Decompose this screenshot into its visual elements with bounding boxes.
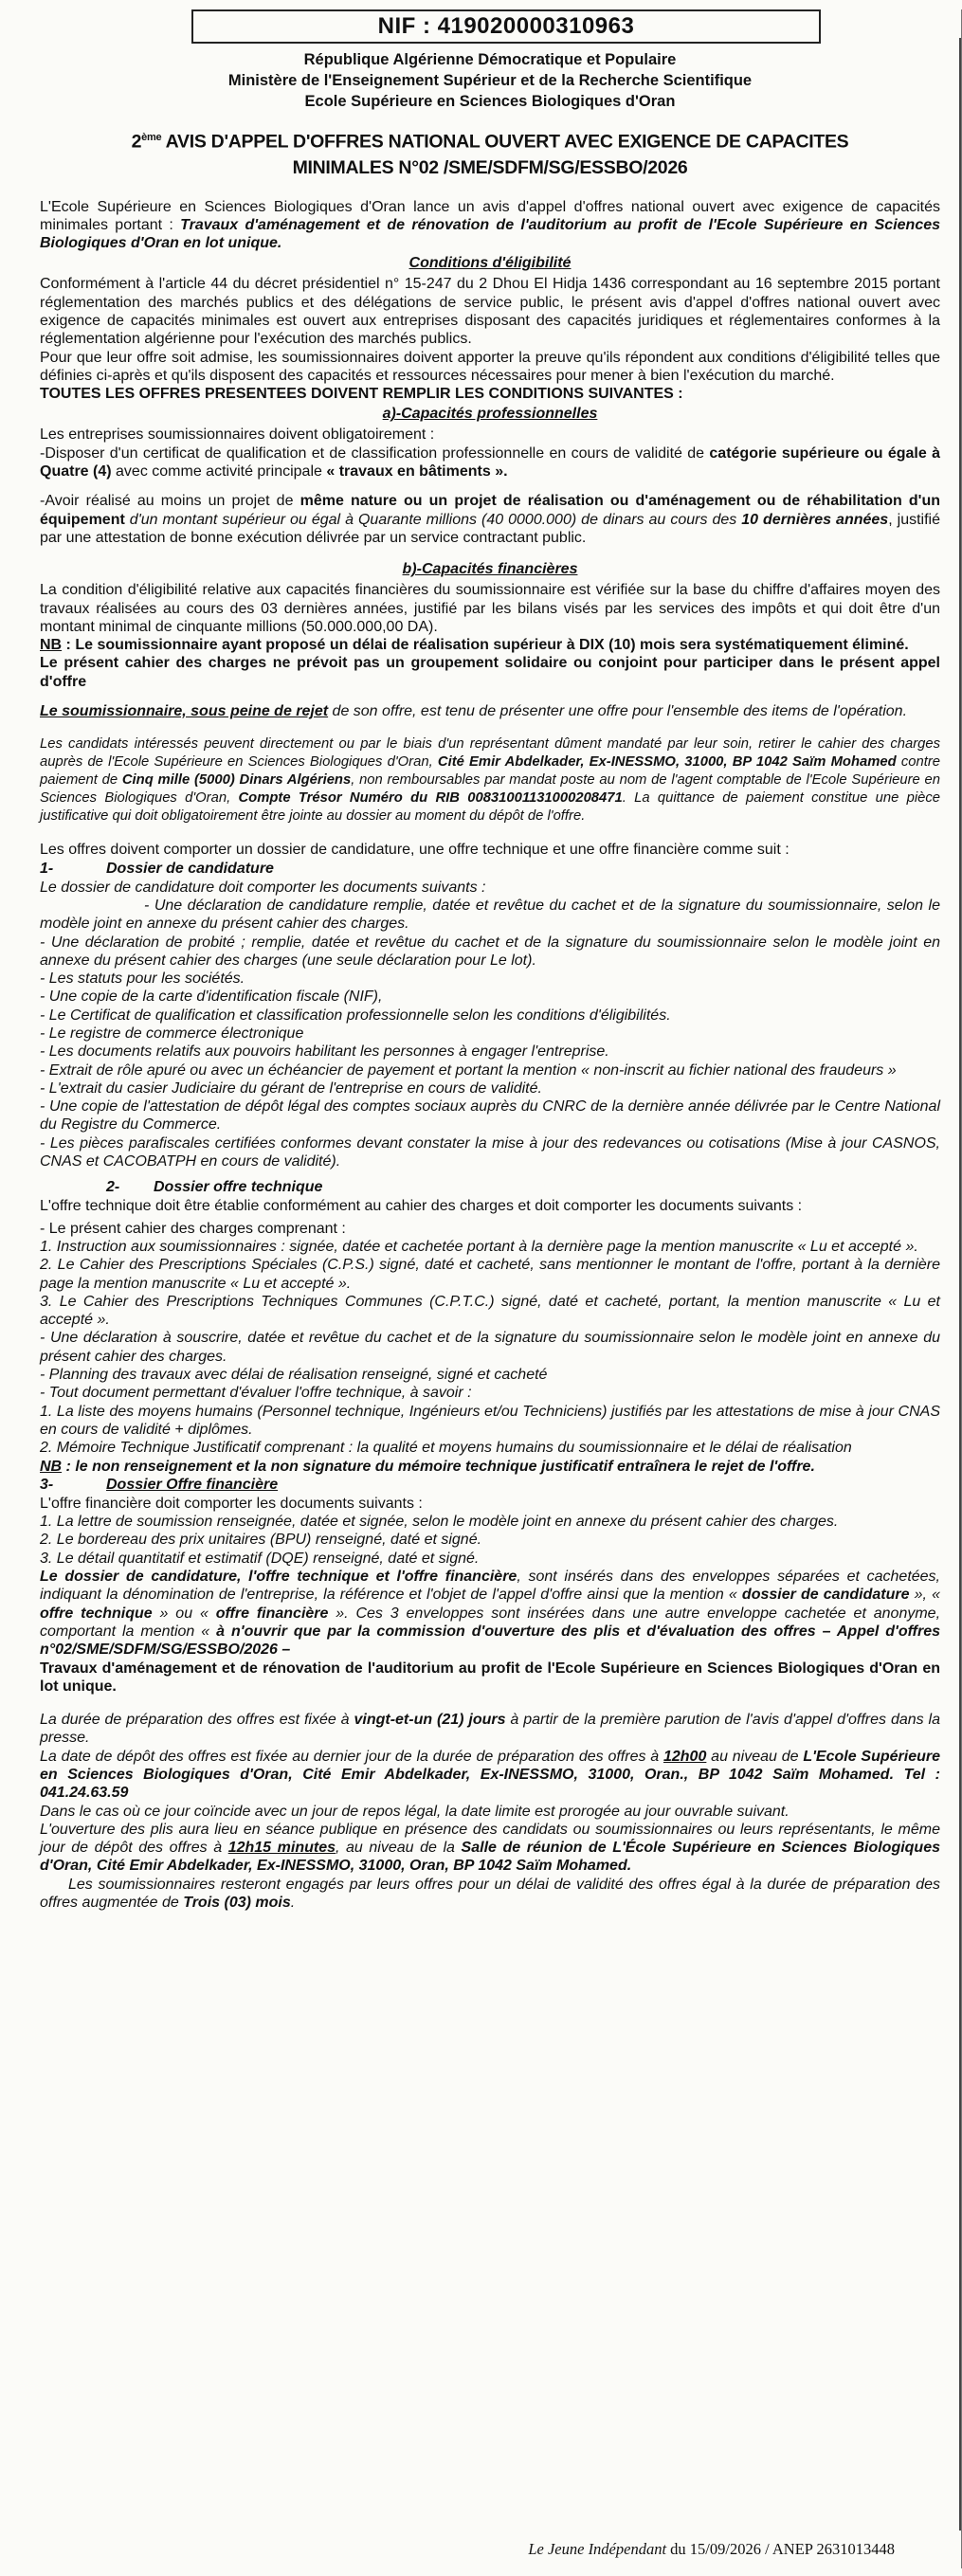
dossier-title: Dossier de candidature bbox=[106, 860, 274, 877]
env-g: offre financière bbox=[215, 1605, 329, 1622]
duration-holiday: Dans le cas où ce jour coïncide avec un jour de repos légal, la date limite est prorogée au jour ouvrable suivant. bbox=[40, 1803, 790, 1820]
val-months: Trois (03) mois bbox=[183, 1895, 291, 1912]
notice-title bbox=[40, 125, 940, 181]
dep-a: La date de dépôt des offres est fixée au dernier jour de la durée de préparation des offres à bbox=[40, 1748, 663, 1765]
intro-project: Travaux d'aménagement et de rénovation de l'auditorium au profit de l'Ecole Supérieure en Sciences Biologiques d'Oran en lot unique. bbox=[40, 216, 941, 252]
env-c: dossier de candidature bbox=[741, 1587, 910, 1604]
financial-grouping: Le présent cahier des charges ne prévoit pas un groupement solidaire ou conjoint pour participer dans le présent appel d'offre bbox=[40, 655, 940, 690]
dep-time: 12h00 bbox=[663, 1748, 707, 1765]
dossier-item: - Le registre de commerce électronique bbox=[40, 1025, 304, 1042]
duration-opening bbox=[40, 1821, 940, 1876]
duration-prep bbox=[40, 1711, 940, 1748]
env-e: offre technique bbox=[40, 1605, 153, 1622]
technique-item: 3. Le Cahier des Prescriptions Techniques Communes (C.P.T.C.) signé, daté et cacheté, portant, la mention manuscrite « Lu et accepté ». bbox=[40, 1293, 940, 1329]
dossier-item: - L'extrait du casier Judiciaire du gérant de l'entreprise en cours de validité. bbox=[40, 1079, 542, 1097]
professional-project bbox=[40, 492, 940, 547]
duration-deposit bbox=[40, 1748, 940, 1803]
dossier-item: - Une copie de l'attestation de dépôt légal des comptes sociaux auprès du CNRC de la dernière année délivrée par le Centre National du Registre du Commerce. bbox=[40, 1098, 940, 1134]
header-line-school: Ecole Supérieure en Sciences Biologiques d'Oran bbox=[304, 93, 676, 110]
composition-paragraph: Les offres doivent comporter un dossier de candidature, une offre technique et une offre financière comme suit : bbox=[40, 842, 790, 859]
cert-category: catégorie supérieure ou égale à Quatre (4) bbox=[40, 444, 940, 481]
technique-num: 2- bbox=[106, 1179, 120, 1196]
open-time: 12h15 minutes bbox=[227, 1840, 336, 1857]
financiere-item: 3. Le détail quantitatif et estimatif (DQE) renseigné, daté et signé. bbox=[40, 1550, 480, 1567]
open-c: , au niveau de la bbox=[336, 1840, 462, 1857]
publication-footer bbox=[528, 2540, 895, 2559]
title-line-2: MINIMALES N°02 /SME/SDFM/SG/ESSBO/2026 bbox=[292, 156, 688, 178]
nif-box: NIF : 419020000310963 bbox=[191, 9, 821, 44]
val-c: . bbox=[290, 1895, 296, 1912]
technique-nb-label: NB bbox=[40, 1458, 63, 1475]
dossier-item: - Les statuts pour les sociétés. bbox=[40, 971, 245, 988]
page-border-line bbox=[959, 38, 961, 2531]
financial-nb bbox=[40, 636, 940, 654]
dep-address: L'Ecole Supérieure en Sciences Biologiques d'Oran, Cité Emir Abdelkader, Ex-INESSMO, 31000, Oran., BP 1042 Saïm Mohamed. Tel : 041.24.63.59 bbox=[40, 1748, 941, 1802]
technique-item: 2. Mémoire Technique Justificatif comprenant : la qualité et moyens humains du soumissionnaire et le délai de réalisation bbox=[40, 1440, 852, 1457]
dossier-item: - Les documents relatifs aux pouvoirs habilitant les personnes à engager l'entreprise. bbox=[40, 1043, 609, 1061]
professional-heading: a)-Capacités professionnelles bbox=[382, 406, 598, 423]
notice-column bbox=[40, 9, 940, 1912]
dossier-list bbox=[40, 897, 940, 1170]
withdraw-c: contre paiement de bbox=[40, 754, 940, 789]
project-justify: , justifié par une attestation de bonne exécution délivrée par un service contractant public. bbox=[40, 511, 940, 546]
dossier-heading bbox=[40, 860, 940, 879]
project-years: 10 dernières années bbox=[741, 511, 889, 528]
publication-ref: du 15/09/2026 / ANEP 2631013448 bbox=[666, 2540, 895, 2558]
header-line-republic: République Algérienne Démocratique et Populaire bbox=[303, 51, 677, 68]
financiere-intro: L'offre financière doit comporter les documents suivants : bbox=[40, 1495, 423, 1512]
lot-paragraph bbox=[40, 702, 940, 720]
financiere-item: 2. Le bordereau des prix unitaires (BPU) renseigné, daté et signé. bbox=[40, 1532, 482, 1549]
financiere-list bbox=[40, 1513, 940, 1568]
financiere-item: 1. La lettre de soumission renseignée, datée et signée, selon le modèle joint en annexe du présent cahier des charges. bbox=[40, 1514, 839, 1531]
lot-reject: Le soumissionnaire, sous peine de rejet bbox=[40, 703, 329, 720]
technique-list bbox=[40, 1238, 940, 1458]
project-text: -Avoir réalisé au moins un projet de bbox=[40, 493, 300, 510]
env-d: », « bbox=[909, 1587, 941, 1604]
technique-item: - Planning des travaux avec délai de réalisation renseigné, signé et cacheté bbox=[40, 1367, 548, 1384]
financial-condition: La condition d'éligibilité relative aux capacités financières du soumissionnaire est vérifiée sur la base du chiffre d'affaires moyen des travaux réalisées au cours des 03 dernières années, justifié par les bilans visés par les services des impôts et qui doit être d'un montant minimal de cinquante millions (50.000.000,00 DA). bbox=[40, 582, 940, 635]
professional-intro: Les entreprises soumissionnaires doivent obligatoirement : bbox=[40, 426, 435, 444]
title-ordinal-suffix: ème bbox=[141, 132, 162, 143]
env-f: » ou « bbox=[152, 1605, 216, 1622]
title-ordinal: 2 bbox=[131, 131, 142, 153]
envelopes-paragraph bbox=[40, 1568, 940, 1659]
project-amount: d'un montant supérieur ou égal à Quarante millions (40 0000.000) de dinars au cours des bbox=[124, 511, 742, 528]
withdraw-e: , non remboursables par mandat poste au nom de l'agent comptable de l'Ecole Supérieure en Sciences Biologiques d'Oran, bbox=[40, 772, 940, 807]
cert-text: -Disposer d'un certificat de qualification et de classification professionnelle en cours de validité de bbox=[40, 444, 710, 462]
eligibility-decree: Conformément à l'article 44 du décret présidentiel n° 15-247 du 2 Dhou El Hidja 1436 correspondant au 16 septembre 2015 portant réglementation des marchés publics et des délégations de service public, le présent avis d'appel d'offres national ouvert avec exigence de capacités minimales est ouvert aux entreprises disposant des capacités juridiques et réglementaires conformes à la réglementation algérienne pour l'exécution des marchés publics. bbox=[40, 276, 940, 348]
dossier-item: - Extrait de rôle apuré ou avec un échéancier de payement et portant la mention « non-inscrit au fichier national des fraudeurs » bbox=[40, 1061, 897, 1079]
dossier-item: - Une déclaration de probité ; remplie, datée et revêtue du cachet et de la signature du soumissionnaire selon le modèle joint en annexe du présent cahier des charges (une seule déclaration pour Le lot). bbox=[40, 934, 940, 969]
eligibility-all-offers: TOUTES LES OFFRES PRESENTEES DOIVENT REMPLIR LES CONDITIONS SUIVANTES : bbox=[40, 386, 683, 403]
withdraw-rib: Compte Trésor Numéro du RIB 00831001131000208471 bbox=[238, 790, 623, 807]
dur-days: vingt-et-un (21) jours bbox=[354, 1712, 506, 1729]
dossier-num: 1- bbox=[40, 860, 54, 877]
nb-label: NB bbox=[40, 637, 63, 654]
financiere-heading bbox=[40, 1476, 940, 1495]
dep-c: au niveau de bbox=[706, 1748, 804, 1765]
open-room: Salle de réunion de L'École Supérieure en Sciences Biologiques d'Oran, Cité Emir Abdelkader, Ex-INESSMO, 31000, Oran, BP 1042 Saïm Mohamed. bbox=[40, 1840, 941, 1875]
technique-title: Dossier offre technique bbox=[154, 1179, 323, 1196]
dossier-item: - Le Certificat de qualification et classification professionnelle selon les conditions d'éligibilités. bbox=[40, 1007, 671, 1024]
eligibility-heading: Conditions d'éligibilité bbox=[408, 255, 572, 272]
technique-item: - Une déclaration à souscrire, datée et revêtue du cachet et de la signature du soumissionnaire selon le modèle joint en annexe du présent cahier des charges. bbox=[40, 1330, 940, 1365]
open-a: L'ouverture des plis aura lieu en séance publique en présence des candidats ou soumissionnaires ou leurs représentants, le même jour de dépôt des offres à bbox=[40, 1821, 940, 1857]
technique-item: 2. Le Cahier des Prescriptions Spéciales (C.P.S.) signé, daté et cacheté, sans mentionner le montant de l'offre, portant à la dernière page la mention manuscrite « Lu et accepté ». bbox=[40, 1257, 940, 1292]
dossier-item: - Une déclaration de candidature remplie, datée et revêtue du cachet et de la signature du soumissionnaire, selon le modèle joint en annexe du présent cahier des charges. bbox=[40, 897, 940, 933]
financiere-title: Dossier Offre financière bbox=[106, 1476, 279, 1493]
withdraw-a: Les candidats intéressés peuvent directement ou par le biais d'un représentant dûment mandaté par leur soin, retirer le cahier des charges auprès de l'Ecole Supérieure en Sciences Biologiques d'Oran, bbox=[40, 736, 940, 771]
title-line-1: AVIS D'APPEL D'OFFRES NATIONAL OUVERT AVEC EXIGENCE DE CAPACITES bbox=[161, 131, 849, 153]
dossier-item: - Les pièces parafiscales certifiées conformes devant constater la mise à jour des redevances ou cotisations (Mise à jour CASNOS, CNAS et CACOBATPH en cours de validité). bbox=[40, 1134, 940, 1170]
duration-validity bbox=[40, 1876, 940, 1913]
env-h: ». Ces 3 enveloppes sont insérées dans une autre enveloppe cachetée et anonyme, comportant la mention « bbox=[40, 1605, 941, 1640]
technique-heading bbox=[40, 1178, 940, 1197]
technique-item: 1. La liste des moyens humains (Personnel technique, Ingénieurs et/ou Techniciens) justifiés par les attestations de mise à jour CNAS en cours de validité + diplômes. bbox=[40, 1403, 940, 1438]
technique-sub: - Le présent cahier des charges comprenant : bbox=[40, 1220, 346, 1237]
dossier-intro: Le dossier de candidature doit comporter les documents suivants : bbox=[40, 879, 486, 896]
technique-nb-text: : le non renseignement et la non signature du mémoire technique justificatif entraînera le rejet de l'offre. bbox=[62, 1458, 815, 1475]
professional-certificate bbox=[40, 444, 940, 481]
financial-heading: b)-Capacités financières bbox=[402, 561, 578, 578]
withdraw-g: . La quittance de paiement constitue une pièce justificative qui doit obligatoirement être jointe au dossier au moment du dépôt de l'offre. bbox=[40, 790, 940, 825]
dur-a: La durée de préparation des offres est fixée à bbox=[40, 1712, 354, 1729]
val-a: Les soumissionnaires resteront engagés par leurs offres pour un délai de validité des offres égal à la durée de préparation des offres augmentée de bbox=[40, 1876, 940, 1912]
project-nature: même nature ou un projet de réalisation ou d'aménagement ou de réhabilitation d'un équipement bbox=[40, 493, 940, 528]
env-a: Le dossier de candidature, l'offre technique et l'offre financière bbox=[40, 1569, 517, 1586]
technique-nb bbox=[40, 1458, 940, 1476]
eligibility-proof: Pour que leur offre soit admise, les soumissionnaires doivent apporter la preuve qu'ils répondent aux conditions d'éligibilité telles que définies ci-après et qu'ils disposent des capacités et ressources nécessaires pour mener à bien l'exécution du marché. bbox=[40, 349, 940, 384]
nb-text: : Le soumissionnaire ayant proposé un délai de réalisation supérieur à DIX (10) mois sera systématiquement éliminé. bbox=[62, 637, 909, 654]
header-line-ministry: Ministère de l'Enseignement Supérieur et de la Recherche Scientifique bbox=[227, 72, 753, 89]
envelopes-project: Travaux d'aménagement et de rénovation de l'auditorium au profit de l'Ecole Supérieure en Sciences Biologiques d'Oran en lot unique. bbox=[40, 1660, 940, 1695]
duration-block bbox=[40, 1711, 940, 1912]
newspaper-name: Le Jeune Indépendant bbox=[528, 2540, 667, 2558]
technique-item: - Tout document permettant d'évaluer l'offre technique, à savoir : bbox=[40, 1385, 472, 1402]
intro-text: L'Ecole Supérieure en Sciences Biologiques d'Oran lance un avis d'appel d'offres national ouvert avec exigence de capacités minimales portant : bbox=[40, 198, 940, 233]
dur-c: à partir de la première parution de l'avis d'appel d'offres dans la presse. bbox=[40, 1712, 940, 1747]
technique-item: 1. Instruction aux soumissionnaires : signée, datée et cachetée portant à la dernière page la mention manuscrite « Lu et accepté ». bbox=[40, 1238, 918, 1255]
cert-activity: « travaux en bâtiments ». bbox=[326, 463, 508, 481]
withdraw-fee: Cinq mille (5000) Dinars Algériens bbox=[121, 772, 352, 789]
intro-paragraph bbox=[40, 198, 940, 253]
cert-activity-text: avec comme activité principale bbox=[111, 463, 327, 481]
dossier-item: - Une copie de la carte d'identification fiscale (NIF), bbox=[40, 989, 383, 1006]
env-b: , sont insérés dans des enveloppes séparées et cachetées, indiquant la dénomination de l'entreprise, la référence et l'objet de l'appel d'offre ainsi que la mention « bbox=[40, 1569, 940, 1604]
financiere-num: 3- bbox=[40, 1476, 54, 1493]
technique-intro: L'offre technique doit être établie conformément au cahier des charges et doit comporter les documents suivants : bbox=[40, 1198, 803, 1215]
newspaper-clipping bbox=[13, 9, 962, 2568]
institution-header bbox=[40, 49, 940, 112]
lot-rest: de son offre, est tenu de présenter une offre pour l'ensemble des items de l'opération. bbox=[328, 703, 908, 720]
withdraw-paragraph bbox=[40, 735, 940, 825]
env-i: à n'ouvrir que par la commission d'ouverture des plis et d'évaluation des offres – Appel d'offres n°02/SME/SDFM/SG/ESSBO/2026 – bbox=[40, 1623, 941, 1659]
withdraw-address: Cité Emir Abdelkader, Ex-INESSMO, 31000, BP 1042 Saïm Mohamed bbox=[437, 754, 897, 771]
